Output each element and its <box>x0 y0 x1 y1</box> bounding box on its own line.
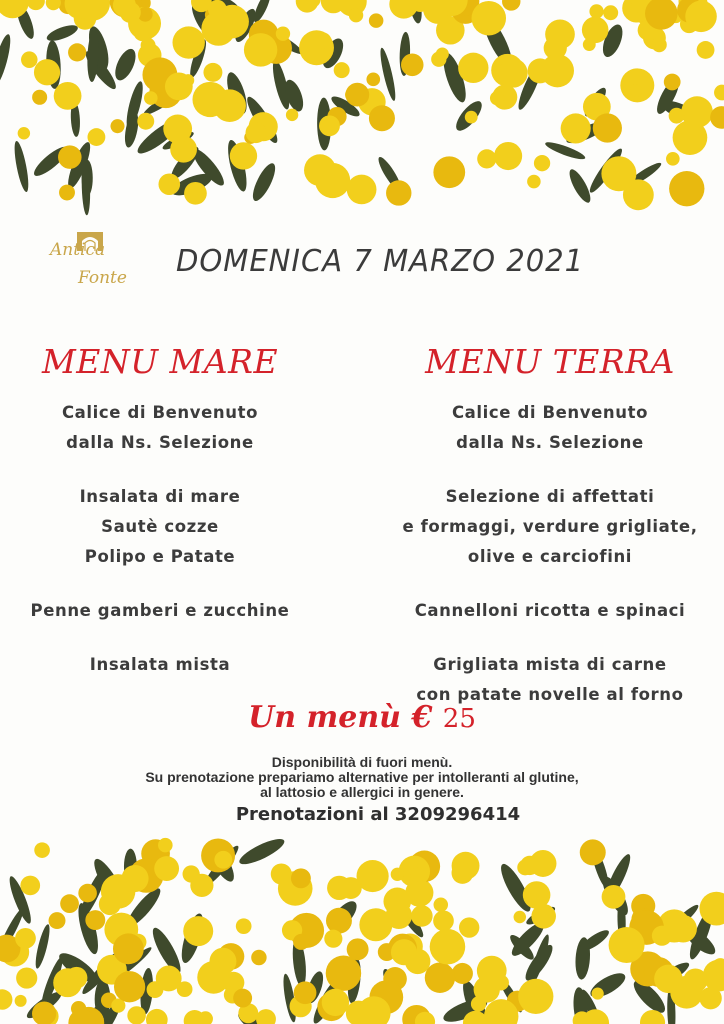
mimosa-flower <box>347 175 377 205</box>
mimosa-flower <box>101 874 136 909</box>
mimosa-flower <box>601 156 636 191</box>
mimosa-flower <box>293 934 309 950</box>
leaf <box>122 111 140 149</box>
mimosa-flower <box>233 989 252 1008</box>
mimosa-flower <box>386 902 413 929</box>
mimosa-flower <box>326 955 361 990</box>
mimosa-flower <box>236 918 252 934</box>
mimosa-flower <box>664 74 681 91</box>
menu-item: Grigliata mista di carne <box>433 655 667 674</box>
menu-price <box>0 700 724 735</box>
mimosa-flower <box>324 930 342 948</box>
leaf <box>0 33 14 89</box>
mimosa-flower <box>391 939 417 965</box>
mimosa-flower <box>46 0 61 10</box>
mimosa-flower <box>477 956 507 986</box>
leaf <box>111 46 140 83</box>
mimosa-flower <box>334 62 350 78</box>
mimosa-flower <box>666 152 680 166</box>
mimosa-flower <box>541 54 574 87</box>
menu-item: e formaggi, verdure grigliate, <box>402 517 698 536</box>
mimosa-flower <box>214 851 232 869</box>
mimosa-flower <box>477 149 496 168</box>
menu-item: Selezione di affettati <box>445 487 655 506</box>
mimosa-flower <box>113 933 144 964</box>
menu-item: Insalata di mare <box>79 487 241 506</box>
mimosa-flower <box>669 915 697 943</box>
mimosa-flower <box>401 54 424 77</box>
menu-item: dalla Ns. Selezione <box>66 433 254 452</box>
mimosa-flower <box>391 868 404 881</box>
mimosa-flower <box>59 185 75 201</box>
mimosa-flower <box>110 119 124 133</box>
mimosa-flower <box>18 127 30 139</box>
mimosa-flower <box>609 927 645 963</box>
mimosa-flower <box>433 156 465 188</box>
mimosa-flower <box>697 41 715 59</box>
mimosa-flower <box>366 72 380 86</box>
mimosa-flower <box>602 885 626 909</box>
price-amount: 25 <box>442 704 476 734</box>
logo-text-antica: Antica <box>50 240 106 260</box>
mimosa-flower <box>154 856 179 881</box>
mimosa-flower <box>256 1009 276 1024</box>
mimosa-flower <box>0 989 12 1009</box>
mimosa-flower <box>114 971 145 1002</box>
mimosa-flower <box>197 961 230 994</box>
mimosa-flower <box>669 171 704 206</box>
mimosa-flower <box>85 910 105 930</box>
mimosa-flower <box>472 1 507 36</box>
mimosa-flower <box>319 115 340 136</box>
mimosa-flower <box>213 89 246 122</box>
logo-text-fonte: Fonte <box>78 268 127 288</box>
mimosa-flower <box>669 108 685 124</box>
mimosa-flower <box>518 979 553 1014</box>
mimosa-flower <box>433 911 454 932</box>
menu-mare-title: MENU MARE <box>41 342 279 381</box>
mimosa-flower <box>340 877 362 899</box>
price-label: Un menù € <box>248 700 433 735</box>
mimosa-flower <box>177 981 193 997</box>
mimosa-flower <box>244 33 277 66</box>
mimosa-flower <box>203 63 222 82</box>
leaf <box>33 923 52 969</box>
mimosa-decoration-top <box>0 0 724 230</box>
mimosa-flower <box>425 963 455 993</box>
mimosa-flower <box>531 904 556 929</box>
leaf <box>45 22 80 44</box>
mimosa-flower <box>520 856 539 875</box>
mimosa-flower <box>147 981 164 998</box>
mimosa-flower <box>603 5 618 20</box>
mimosa-flower <box>592 987 604 999</box>
mimosa-flower <box>294 981 317 1004</box>
mimosa-flower <box>286 109 298 121</box>
menu-item: con patate novelle al forno <box>416 685 684 704</box>
mimosa-flower <box>630 84 643 97</box>
menu-item: Penne gamberi e zucchine <box>30 601 290 620</box>
menu-item: olive e carciofini <box>467 547 633 566</box>
mimosa-flower <box>369 105 395 131</box>
mimosa-flower <box>714 85 724 101</box>
mimosa-flower <box>34 842 50 858</box>
mimosa-flower <box>580 839 606 865</box>
mimosa-flower <box>681 96 713 128</box>
mimosa-flower <box>208 0 227 19</box>
mimosa-flower <box>134 24 151 41</box>
mimosa-flower <box>685 1 717 33</box>
mimosa-flower <box>49 912 66 929</box>
mimosa-flower <box>276 26 290 40</box>
mimosa-flower <box>27 0 45 10</box>
mimosa-flower <box>369 13 384 28</box>
mimosa-flower <box>326 908 352 934</box>
mimosa-flower <box>345 83 369 107</box>
mimosa-flower <box>561 113 591 143</box>
mimosa-flower <box>32 90 47 105</box>
leaf <box>566 167 594 206</box>
menu-mare-column <box>0 340 320 704</box>
mimosa-flower <box>20 876 40 896</box>
mimosa-flower <box>184 182 207 205</box>
mimosa-flower <box>16 967 37 988</box>
mimosa-flower <box>230 142 257 169</box>
mimosa-flower <box>158 838 173 853</box>
mimosa-flower <box>127 1006 146 1024</box>
mimosa-flower <box>15 928 36 949</box>
leaf <box>12 140 31 193</box>
leaf <box>249 160 280 203</box>
mimosa-flower <box>434 897 448 911</box>
mimosa-flower <box>458 53 488 83</box>
mimosa-flower <box>452 963 473 984</box>
menu-item: Sautè cozze <box>101 517 219 536</box>
mimosa-flower <box>165 72 193 100</box>
mimosa-flower <box>490 91 504 105</box>
mimosa-flower <box>498 58 527 87</box>
menu-item: Cannelloni ricotta e spinaci <box>414 601 686 620</box>
mimosa-flower <box>534 155 550 171</box>
mimosa-flower <box>88 128 106 146</box>
note-line: al lattosio e allergici in genere. <box>260 784 464 800</box>
mimosa-flower <box>251 950 266 965</box>
mimosa-decoration-bottom <box>0 820 724 1024</box>
mimosa-flower <box>34 59 60 85</box>
menu-item: Calice di Benvenuto <box>451 403 649 422</box>
mimosa-flower <box>66 967 88 989</box>
mimosa-flower <box>172 26 204 58</box>
menu-item: Calice di Benvenuto <box>61 403 259 422</box>
mimosa-flower <box>652 926 672 946</box>
mimosa-flower <box>291 868 311 888</box>
menu-item: Polipo e Patate <box>84 547 236 566</box>
mimosa-flower <box>246 122 267 143</box>
mimosa-flower <box>430 929 466 965</box>
mimosa-flower <box>593 113 622 142</box>
mimosa-flower <box>452 862 474 884</box>
mimosa-flower <box>459 917 479 937</box>
mimosa-flower <box>78 884 97 903</box>
menu-terra-column <box>375 340 724 734</box>
menu-terra-title: MENU TERRA <box>425 342 675 381</box>
mimosa-flower <box>514 911 526 923</box>
menu-item: Insalata mista <box>89 655 231 674</box>
mimosa-flower <box>21 51 38 68</box>
mimosa-flower <box>322 989 349 1016</box>
mimosa-flower <box>494 142 522 170</box>
mimosa-flower <box>589 4 603 18</box>
mimosa-flower <box>431 52 446 67</box>
mimosa-flower <box>60 894 79 913</box>
mimosa-flower <box>410 867 425 882</box>
mimosa-flower <box>582 17 609 44</box>
menu-item: dalla Ns. Selezione <box>456 433 644 452</box>
mimosa-flower <box>411 905 433 927</box>
mimosa-flower <box>183 916 213 946</box>
mimosa-flower <box>315 33 331 49</box>
event-date: DOMENICA 7 MARZO 2021 <box>176 244 585 279</box>
mimosa-flower <box>386 180 411 205</box>
mimosa-flower <box>652 37 667 52</box>
mimosa-flower <box>68 43 86 61</box>
mimosa-flower <box>654 965 682 993</box>
mimosa-flower <box>137 113 154 130</box>
mimosa-flower <box>144 91 158 105</box>
mimosa-flower <box>683 968 707 992</box>
mimosa-flower <box>158 173 180 195</box>
mimosa-flower <box>54 82 82 110</box>
note-line: Su prenotazione prepariamo alternative per intolleranti al glutine, <box>145 769 579 785</box>
mimosa-flower <box>58 145 82 169</box>
mimosa-flower <box>163 115 192 144</box>
mimosa-flower <box>545 19 575 49</box>
mimosa-flower <box>465 111 478 124</box>
booking-phone: Prenotazioni al 3209296414 <box>235 804 521 825</box>
mimosa-flower <box>349 8 363 22</box>
mimosa-flower <box>502 0 520 11</box>
note-line: Disponibilità di fuori menù. <box>271 754 453 770</box>
mimosa-flower <box>183 865 200 882</box>
mimosa-flower <box>15 995 27 1007</box>
mimosa-flower <box>315 163 350 198</box>
antica-fonte-logo <box>42 226 142 306</box>
mimosa-flower <box>527 175 541 189</box>
mimosa-flower <box>146 1009 168 1024</box>
